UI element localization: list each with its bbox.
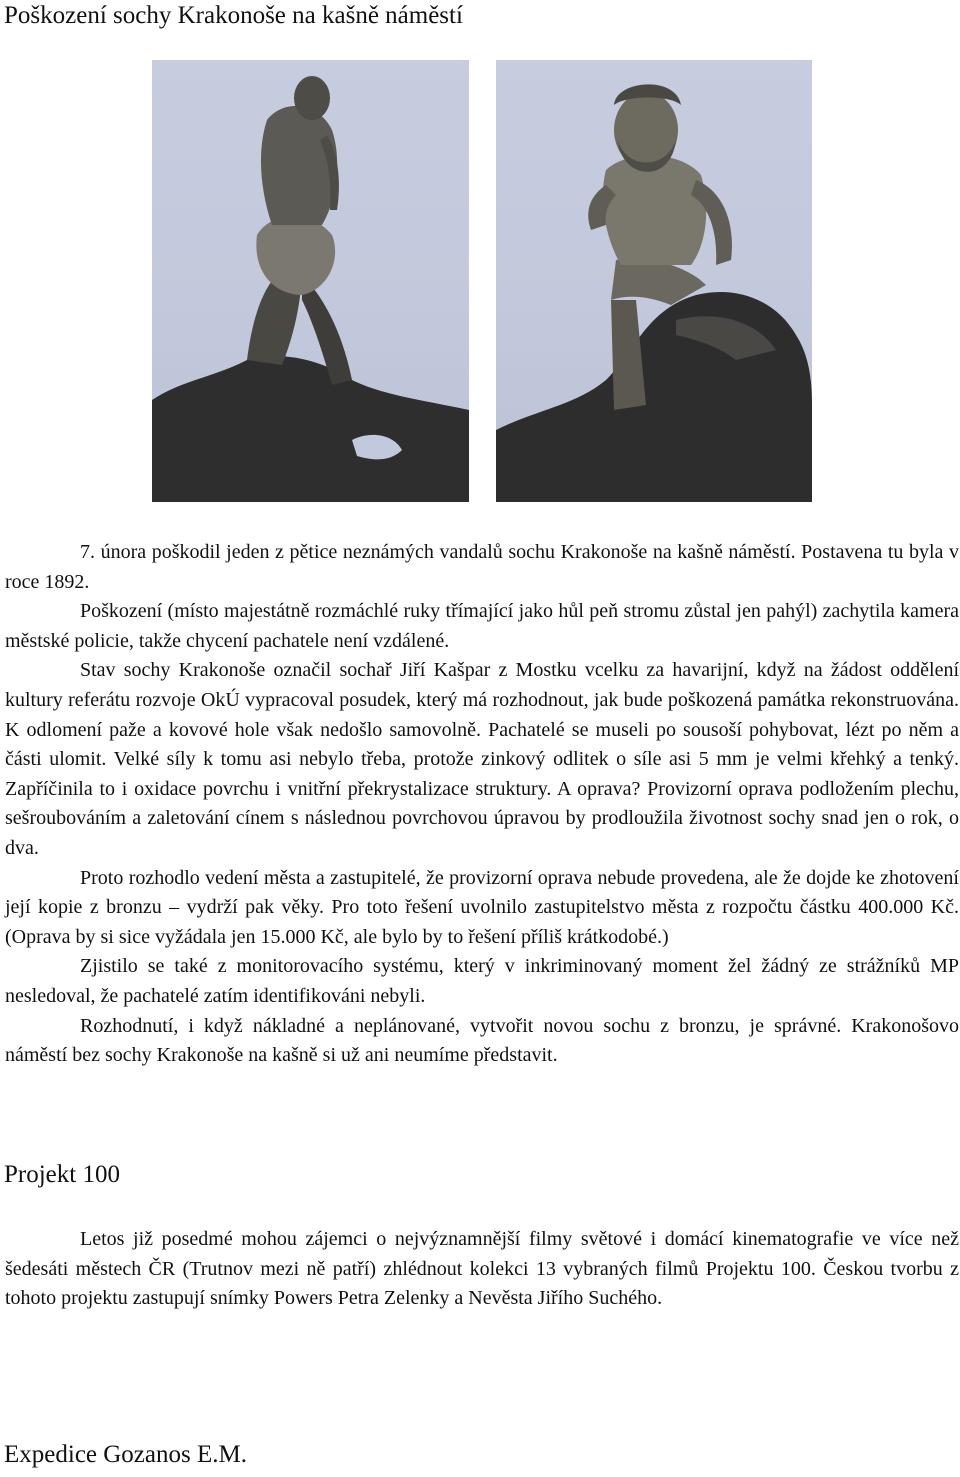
article-paragraph: Zjistilo se také z monitorovacího systému, který v inkriminovaný moment žel žádný ze strážníků MP nesledoval, že pachatelé zatím identifikováni nebyli. <box>5 955 959 1007</box>
article-paragraph: Rozhodnutí, i když nákladné a neplánované, vytvořit novou sochu z bronzu, je správné. Krakonošovo náměstí bez sochy Krakonoše na kašně si už ani neumíme představit. <box>5 1014 959 1067</box>
article-paragraph: Proto rozhodlo vedení města a zastupitelé, že provizorní oprava nebude provedena, ale že dojde ke zhotovení její kopie z bronzu – vydrží pak věky. Pro toto řešení uvolnilo zastupitelstvo města z rozpočtu částku 400.000 Kč. (Oprava by si sice vyžádala jen 15.000 Kč, ale bylo by to řešení příliš krátkodobé.) <box>5 866 959 948</box>
statue-photo-damaged-back-view-icon <box>152 60 469 502</box>
article-paragraph: Poškození (místo majestátně rozmáchlé ruky třímající jako hůl peň stromu zůstal jen pahýl) zachytila kamera městské policie, takže chycení pachatele není vzdálené. <box>5 600 959 652</box>
section-body-projekt-100 <box>5 1225 959 1314</box>
statue-photo-krakonos-front-view-icon <box>496 60 812 502</box>
statue-photo-left <box>152 60 469 502</box>
section-paragraph: Letos již posedmé mohou zájemci o nejvýznamnější filmy světové i domácí kinematografie ve více než šedesáti městech ČR (Trutnov mezi ně patří) zhlédnout kolekci 13 vybraných filmů Projektu 100. Českou tvorbu z tohoto projektu zastupují snímky Powers Petra Zelenky a Nevěsta Jiřího Suchého. <box>5 1228 959 1310</box>
article-paragraph: 7. února poškodil jeden z pětice neznámých vandalů sochu Krakonoše na kašně náměstí. Postavena tu byla v roce 1892. <box>5 541 959 593</box>
article-body <box>5 538 959 1071</box>
page-title: Poškození sochy Krakonoše na kašně náměstí <box>4 2 463 29</box>
section-heading-expedice: Expedice Gozanos E.M. <box>4 1441 247 1468</box>
section-heading-projekt-100: Projekt 100 <box>4 1161 120 1188</box>
statue-photo-right <box>496 60 812 502</box>
article-paragraph: Stav sochy Krakonoše označil sochař Jiří Kašpar z Mostku vcelku za havarijní, když na žádost oddělení kultury referátu rozvoje OkÚ vypracoval posudek, který má rozhodnout, jak bude poškozená památka rekonstruována. K odlomení paže a kovové hole však nedošlo samovolně. Pachatelé se museli po sousoší pohybovat, lézt po něm a části ulomit. Velké síly k tomu asi nebylo třeba, protože zinkový odlitek o síle asi 5 mm je velmi křehký a tenký. Zapříčinila to i oxidace povrchu i vnitřní překrystalizace struktury. A oprava? Provizorní oprava podložením plechu, sešroubováním a zaletování cínem s následnou povrchovou úpravou by prodloužila životnost sochy snad jen o rok, o dva. <box>5 659 959 859</box>
